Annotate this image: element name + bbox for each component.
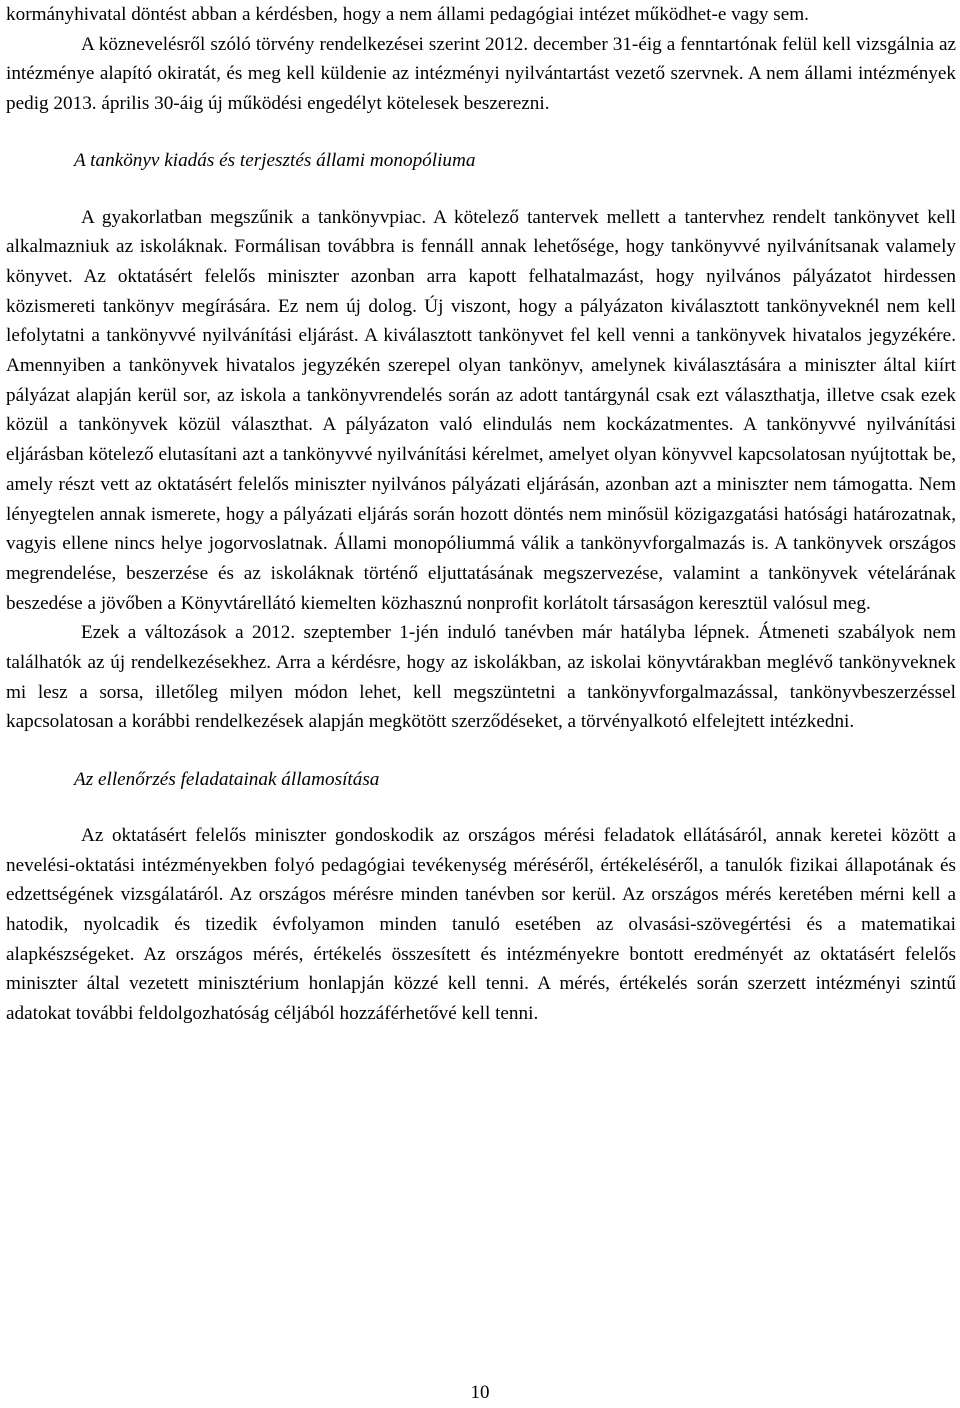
paragraph-orszagos-meres: Az oktatásért felelős miniszter gondoskodik az országos mérési feladatok ellátásáról, annak keretei között a nevelési-oktatási intézményekben folyó pedagógiai tevékenység méréséről, értékeléséről, a tanulók fizikai állapotának és edzettségének vizsgálatáról. Az országos mérésre minden tanévben sor kerül. Az országos mérés keretében mérni kell a hatodik, nyolcadik és tizedik évfolyamon minden tanuló esetében az olvasási-szövegértési és a matematikai alapkészségeket. Az országos mérés, értékelés összesített és intézményekre bontott eredményét az oktatásért felelős miniszter által vezetett minisztérium honlapján közzé kell tenni. A mérés, értékelés során szerzett intézményi szintű adatokat további feldolgozhatóság céljából hozzáférhetővé kell tenni.: [6, 824, 956, 1025]
section-heading-ellenorzes: Az ellenőrzés feladatainak államosítása: [74, 769, 380, 791]
page-number: 10: [470, 1382, 490, 1403]
paragraph-valtozasok: Ezek a változások a 2012. szeptember 1-jén induló tanévben már hatályba lépnek. Átmeneti szabályok nem találhatók az új rendelkezésekhez. Arra a kérdésre, hogy az iskolákban, az iskolai könyvtárakban meglévő tankönyveknek mi lesz a sorsa, illetőleg milyen módon lehet, kell megszüntetni a tankönyvforgalmazással, tankönyvbeszerzéssel kapcsolatosan a korábbi rendelkezések alapján megkötött szerződéseket, a törvényalkotó elfelejtett intézkedni.: [6, 622, 956, 733]
document-page: [6, 0, 956, 1029]
paragraph-tankonyvpiac: A gyakorlatban megszűnik a tankönyvpiac. A kötelező tantervek mellett a tantervhez rendelt tankönyvet kell alkalmazniuk az iskoláknak. Formálisan továbbra is fennáll annak lehetősége, hogy tankönyvvé nyilvánítsanak valamely könyvet. Az oktatásért felelős miniszter azonban arra kapott felhatalmazást, hogy nyilvános pályázatot hirdessen közismereti tankönyv megírására. Ez nem új dolog. Új viszont, hogy a pályázaton kiválasztott tankönyveknél nem kell lefolytatni a tankönyvvé nyilvánítási eljárást. A kiválasztott tankönyvet fel kell venni a tankönyvek hivatalos jegyzékére. Amennyiben a tankönyvek hivatalos jegyzékén szerepel olyan tankönyv, amelynek kiválasztására a miniszter által kiírt pályázat alapján kerül sor, az iskola a tankönyvrendelés során az adott tantárgynál csak ezt választhatja, illetve csak ezek közül a tankönyvek közül választhat. A pályázaton való elindulás nem kockázatmentes. A tankönyvvé nyilvánítási eljárásban kötelező elutasítani azt a tankönyvvé nyilvánítási kérelmet, amelyet olyan könyvvel kapcsolatosan nyújtottak be, amely részt vett az oktatásért felelős miniszter nyilvános pályázati eljárásán, azonban azt a miniszter nem támogatta. Nem lényegtelen annak ismerete, hogy a pályázati eljárás során hozott döntés nem minősül közigazgatási hatósági határozatnak, vagyis ellene nincs helye jogorvoslatnak. Állami monopóliummá válik a tankönyvforgalmazás is. A tankönyvek országos megrendelése, beszerzése és az iskoláknak történő eljuttatásának megszervezése, valamint a tankönyvek vételárának beszedése a jövőben a Könyvtárellátó kiemelten közhasznú nonprofit korlátolt társaságon keresztül valósul meg.: [6, 206, 956, 614]
paragraph-continuation: kormányhivatal döntést abban a kérdésben, hogy a nem állami pedagógiai intézet működhet-e vagy sem.: [6, 4, 809, 25]
section-heading-tankonyv: A tankönyv kiadás és terjesztés állami monopóliuma: [74, 149, 476, 171]
paragraph-kozneveles: A köznevelésről szóló törvény rendelkezései szerint 2012. december 31-éig a fenntartónak felül kell vizsgálnia az intézménye alapító okiratát, és meg kell küldenie az intézményi nyilvántartást vezető szervnek. A nem állami intézmények pedig 2013. április 30-áig új működési engedélyt kötelesek beszerezni.: [6, 33, 956, 115]
